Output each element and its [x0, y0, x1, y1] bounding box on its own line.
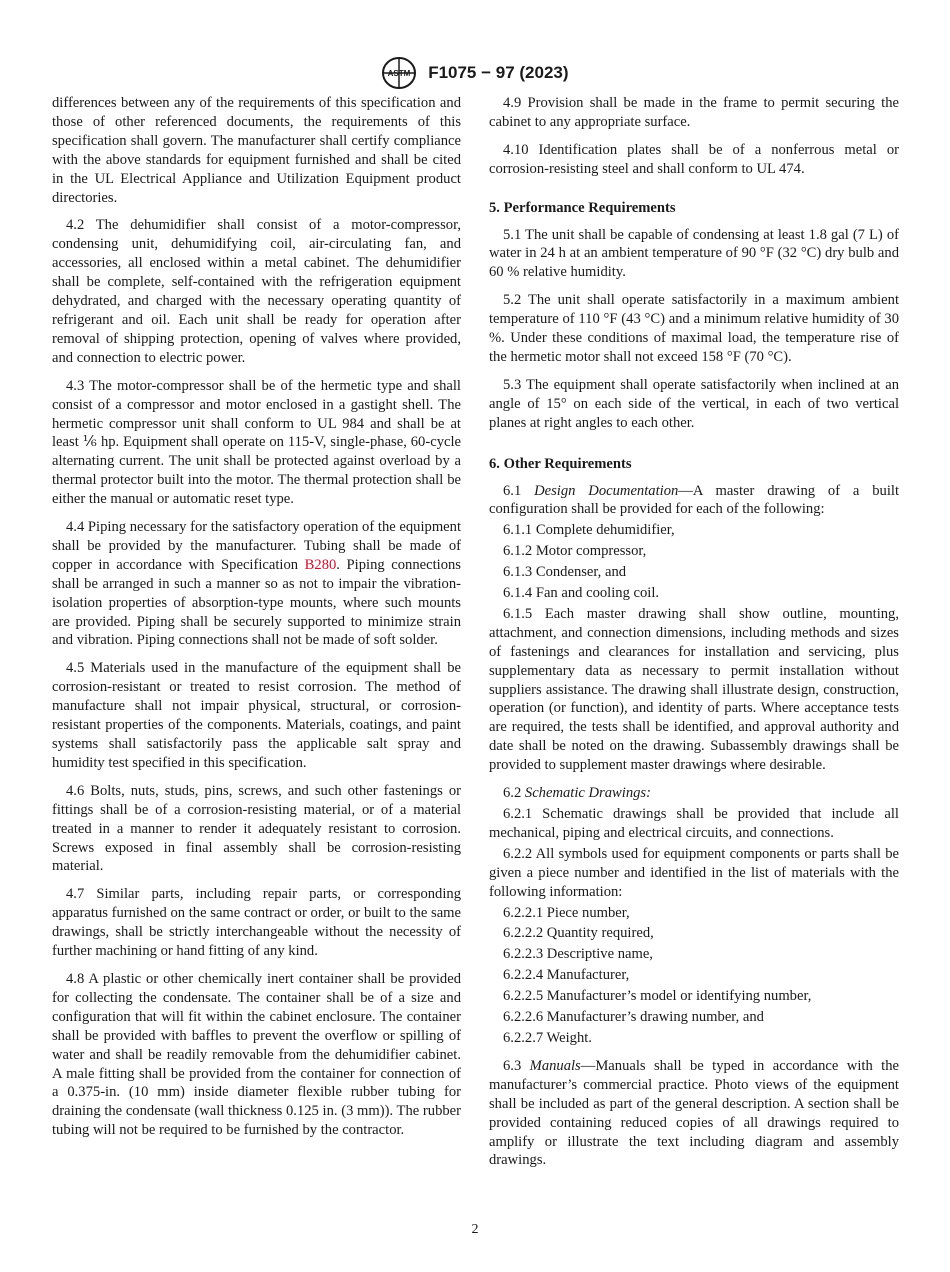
- paragraph-6-3-text: —Manuals shall be typed in accordance with the manufacturer’s commercial practice. Photo views of the equipment shall be included as part of the general description. A section shall be provided containing reduced copies of all drawings required to amplify or illustrate the text including diagram and assembly drawings.: [489, 1057, 899, 1169]
- paragraph-4-5: 4.5 Materials used in the manufacture of the equipment shall be corrosion-resistant or treated to resist corrosion. The method of manufacture shall not impair physical, structural, or corrosion-resistant properties of the components. Materials, coatings, and paint systems shall satisfactorily pass the applicable salt spray and humidity test specified in this specification.: [52, 660, 461, 771]
- paragraph-6-2-1: 6.2.1 Schematic drawings shall be provided that include all mechanical, piping and electrical circuits, and connections.: [489, 806, 899, 841]
- paragraph-4-4-after: . Piping connections shall be arranged in such a manner so as not to impair the vibration-isolation properties of absorption-type mounts, where such mounts are provided. Piping shall be securely supported to minimize strain and vibration. Piping connections shall not be made of soft solder.: [52, 556, 461, 649]
- paragraph-4-9: 4.9 Provision shall be made in the frame to permit securing the cabinet to any appropriate surface.: [489, 95, 899, 130]
- paragraph-6-2-term: Schematic Drawings:: [524, 785, 651, 802]
- paragraph-4-8: 4.8 A plastic or other chemically inert container shall be provided for collecting the condensate. The container shall be of a size and configuration that will fit within the cabinet enclosure. The container shall be provided with baffles to prevent the overflow or spilling of water and shall be readily removable from the dehumidifier cabinet. A male fitting shall be provided from the container for connection of a 0.375-in. (10 mm) inside diameter flexible rubber tubing for draining the condensate (wall thickness 0.125 in. (3 mm)). The rubber tubing will not be required to be furnished by the contractor.: [52, 970, 461, 1139]
- paragraph-4-10: 4.10 Identification plates shall be of a nonferrous metal or corrosion-resisting steel and shall conform to UL 474.: [489, 141, 899, 177]
- paragraph-4-1-continued: differences between any of the requirements of this specification and those of other referenced documents, the requirements of this specification shall govern. The manufacturer shall certify compliance with the above standards for equipment furnished and shall be cited in the UL Electrical Appliance and Utilization Equipment product directories.: [52, 95, 461, 206]
- paragraph-6-2-2-2: 6.2.2.2 Quantity required,: [503, 925, 654, 942]
- paragraph-4-2: 4.2 The dehumidifier shall consist of a motor-compressor, condensing unit, dehumidifying coil, air-circulating fan, and accessories, all enclosed within a metal cabinet. The dehumidifier shall be complete, self-contained with the refrigeration equipment dehydrated, and charged with the necessary operating quantity of refrigerant and oil. Each unit shall be ready for operation after removal of shipping protection, opening of valves where provided, and connection to electric power.: [52, 217, 461, 366]
- paragraph-6-1: [489, 482, 899, 520]
- paragraph-6-3-term: Manuals: [529, 1057, 581, 1074]
- paragraph-6-2: [489, 784, 899, 803]
- specification-b280-link[interactable]: B280: [304, 556, 337, 573]
- paragraph-6-1-5: 6.1.5 Each master drawing shall show outline, mounting, attachment, and connection dimensions, including methods and sizes of fastenings and clearances for installation and servicing, plus supplementary data as necessary to permit installation without suppliers assistance. The drawing shall illustrate design, construction, operation (or function), and identity of parts. Where acceptance tests are required, the tests shall be identified, and approval authority and date shall be noted on the drawing. Subassembly drawings shall be provided to supplement master drawings where desirable.: [489, 605, 899, 774]
- section-5-title: 5. Performance Requirements: [489, 199, 676, 216]
- astm-logo-icon: [381, 56, 417, 90]
- paragraph-6-1-term: Design Documentation: [534, 482, 679, 499]
- astm-logo-text: ASTM: [388, 69, 411, 78]
- paragraph-4-6: 4.6 Bolts, nuts, studs, pins, screws, and such other fastenings or fittings shall be of a corrosion-resisting material, or of a material treated in a manner to render it adequately resistant to corrosion. Screws exposed in final assembly shall be corrosion-resisting material.: [52, 782, 461, 875]
- paragraph-6-1-4: 6.1.4 Fan and cooling coil.: [503, 585, 660, 602]
- paragraph-6-3: [489, 1057, 899, 1170]
- paragraph-4-4: [52, 518, 461, 650]
- paragraph-6-2-2: 6.2.2 All symbols used for equipment components or parts shall be given a piece number and identified in the list of materials with the following information:: [489, 845, 899, 900]
- paragraph-6-2-number: 6.2: [503, 785, 525, 802]
- page-header: [0, 56, 950, 90]
- paragraph-6-1-1: 6.1.1 Complete dehumidifier,: [503, 522, 675, 539]
- paragraph-6-1-number: 6.1: [503, 482, 535, 499]
- paragraph-4-7: 4.7 Similar parts, including repair parts, or corresponding apparatus furnished on the same contract or order, or built to the same drawings, shall be strictly interchangeable without the necessity of further machining or hand fitting of any kind.: [52, 886, 461, 960]
- paragraph-6-2-2-5: 6.2.2.5 Manufacturer’s model or identifying number,: [503, 988, 812, 1005]
- paragraph-5-2: 5.2 The unit shall operate satisfactorily in a maximum ambient temperature of 110 °F (43 °C) and a minimum relative humidity of 30 %. Under these conditions of maximal load, the temperature rise of the hermetic motor shall not exceed 158 °F (70 °C).: [489, 292, 899, 365]
- paragraph-6-2-2-3: 6.2.2.3 Descriptive name,: [503, 946, 653, 963]
- page-number: 2: [471, 1222, 479, 1237]
- paragraph-5-1: 5.1 The unit shall be capable of condensing at least 1.8 gal (7 L) of water in 24 h at an ambient temperature of 90 °F (32 °C) dry bulb and 60 % relative humidity.: [489, 226, 899, 281]
- paragraph-6-2-2-4: 6.2.2.4 Manufacturer,: [503, 967, 630, 984]
- paragraph-6-2-2-6: 6.2.2.6 Manufacturer’s drawing number, and: [503, 1009, 764, 1026]
- document-code: F1075 − 97 (2023): [428, 63, 569, 82]
- left-column: [52, 94, 461, 1149]
- paragraph-6-2-2-7: 6.2.2.7 Weight.: [503, 1029, 592, 1046]
- paragraph-6-1-2: 6.1.2 Motor compressor,: [503, 543, 647, 560]
- paragraph-5-3: 5.3 The equipment shall operate satisfactorily when inclined at an angle of 15° on each side of the vertical, in each of two vertical planes at right angles to each other.: [489, 376, 899, 431]
- section-6-title: 6. Other Requirements: [489, 455, 632, 472]
- paragraph-6-1-text: —A master drawing of a built configuration shall be provided for each of the following:: [489, 482, 900, 518]
- paragraph-4-4-before: 4.4 Piping necessary for the satisfactory operation of the equipment shall be provided by the manufacturer. Tubing shall be made of copper in accordance with Specification: [52, 519, 461, 573]
- right-column: [489, 94, 899, 1179]
- paragraph-6-3-number: 6.3: [503, 1057, 530, 1074]
- paragraph-6-1-3: 6.1.3 Condenser, and: [503, 564, 627, 581]
- paragraph-6-2-2-1: 6.2.2.1 Piece number,: [503, 904, 630, 921]
- paragraph-4-3: 4.3 The motor-compressor shall be of the hermetic type and shall consist of a compressor and motor enclosed in a gastight shell. The hermetic compressor unit shall conform to UL 984 and shall be at least ⅙ hp. Equipment shall operate on 115-V, single-phase, 60-cycle alternating current. The unit shall be protected against overload by a thermal protector built into the motor. The thermal protection shall be either the manual or automatic reset type.: [52, 377, 461, 508]
